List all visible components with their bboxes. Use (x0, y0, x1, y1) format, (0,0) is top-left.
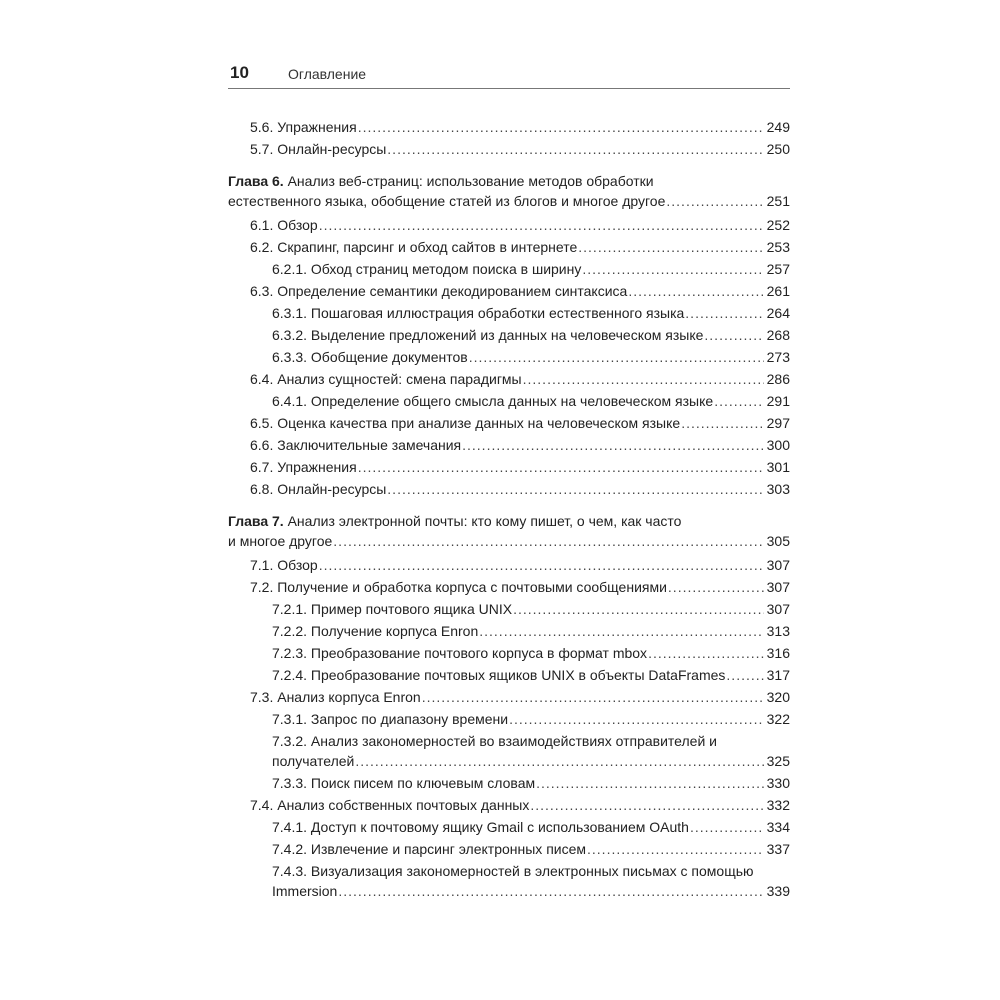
toc-entry-line (272, 643, 790, 663)
toc-entry-line (250, 479, 790, 499)
toc-entry-line (272, 325, 790, 345)
toc-entry-line (272, 259, 790, 279)
dot-leader (358, 117, 764, 137)
toc-section-entry[interactable] (228, 456, 790, 478)
toc-section-entry[interactable] (228, 554, 790, 576)
toc-page-number: 307 (766, 579, 790, 595)
toc-page-number: 291 (766, 393, 790, 409)
toc-entry-title: 7.4.1. Доступ к почтовому ящику Gmail с использованием OAuth (272, 819, 689, 835)
toc-entry-line (272, 665, 790, 685)
toc-entry-line (250, 577, 790, 597)
toc-page-number: 317 (766, 667, 790, 683)
toc-page-number: 297 (766, 415, 790, 431)
dot-leader (714, 391, 763, 411)
toc-page-number: 257 (766, 261, 790, 277)
dot-leader (704, 325, 763, 345)
dot-leader (726, 665, 763, 685)
toc-entry-line (250, 555, 790, 575)
toc-page-number: 250 (766, 141, 790, 157)
toc-page-number: 273 (766, 349, 790, 365)
toc-entry-line (272, 347, 790, 367)
toc-entry-line (272, 773, 790, 793)
toc-entry-line (250, 435, 790, 455)
toc-page-number: 268 (766, 327, 790, 343)
toc-section-entry[interactable] (228, 434, 790, 456)
dot-leader (319, 215, 764, 235)
toc-entry-title: 6.5. Оценка качества при анализе данных на человеческом языке (250, 415, 681, 431)
toc-page-number: 252 (766, 217, 790, 233)
toc-entry-title: Immersion (272, 883, 338, 899)
toc-page-number: 332 (766, 797, 790, 813)
toc-entry-title: 6.3.2. Выделение предложений из данных на человеческом языке (272, 327, 704, 343)
toc-entry-title: 7.1. Обзор (250, 557, 318, 573)
dot-leader (422, 687, 764, 707)
toc-page-number: 334 (766, 819, 790, 835)
dot-leader (355, 751, 763, 771)
toc-section-entry[interactable] (228, 214, 790, 236)
toc-subsection-entry[interactable] (228, 664, 790, 686)
dot-leader (523, 369, 764, 389)
toc-entry-line (250, 457, 790, 477)
dot-leader (685, 303, 763, 323)
toc-entry-title: 7.2.1. Пример почтового ящика UNIX (272, 601, 513, 617)
dot-leader (319, 555, 764, 575)
toc-subsection-entry[interactable] (228, 642, 790, 664)
toc-subsection-entry[interactable] (228, 816, 790, 838)
dot-leader (358, 457, 764, 477)
toc-page-number: 316 (766, 645, 790, 661)
toc-subsection-entry[interactable] (228, 302, 790, 324)
toc-entry-line (250, 237, 790, 257)
dot-leader (628, 281, 763, 301)
toc-entry-title: 6.3.1. Пошаговая иллюстрация обработки естественного языка (272, 305, 685, 321)
toc-section-entry[interactable] (228, 138, 790, 160)
toc-entry-line (250, 139, 790, 159)
toc-subsection-entry[interactable] (228, 708, 790, 730)
toc-entry-line (250, 281, 790, 301)
toc-entry-line (272, 391, 790, 411)
toc-entry-title: 7.3.2. Анализ закономерностей во взаимодействиях отправителей и (272, 733, 717, 749)
toc-entry-line (272, 751, 790, 771)
toc-subsection-entry[interactable] (228, 860, 790, 902)
toc-page-number: 325 (766, 753, 790, 769)
dot-leader (387, 139, 763, 159)
chapter-label: Глава 7. (228, 513, 284, 529)
toc-page-number: 264 (766, 305, 790, 321)
chapter-label: Глава 6. (228, 173, 284, 189)
toc-entry-title: 6.7. Упражнения (250, 459, 357, 475)
dot-leader (338, 881, 763, 901)
toc-section-entry[interactable] (228, 116, 790, 138)
toc-entry-line (228, 191, 790, 211)
toc-subsection-entry[interactable] (228, 838, 790, 860)
dot-leader (462, 435, 764, 455)
toc-entry-line (272, 621, 790, 641)
toc-entry-line (272, 709, 790, 729)
dot-leader (333, 531, 763, 551)
toc-section-entry[interactable] (228, 478, 790, 500)
dot-leader (690, 817, 764, 837)
toc-section-entry[interactable] (228, 236, 790, 258)
toc-chapter-entry[interactable] (228, 170, 790, 212)
toc-page-number: 307 (766, 601, 790, 617)
toc-entry-line (272, 303, 790, 323)
toc-entry-title: 7.3. Анализ корпуса Enron (250, 689, 421, 705)
dot-leader (578, 237, 763, 257)
dot-leader (587, 839, 764, 859)
toc-chapter-entry[interactable] (228, 510, 790, 552)
toc-section-entry[interactable] (228, 368, 790, 390)
toc-section-entry[interactable] (228, 576, 790, 598)
dot-leader (479, 621, 763, 641)
dot-leader (681, 413, 763, 433)
toc-entry-title: 6.4.1. Определение общего смысла данных на человеческом языке (272, 393, 714, 409)
toc-section-entry[interactable] (228, 794, 790, 816)
toc-entry-title: 7.2.3. Преобразование почтового корпуса в формат mbox (272, 645, 648, 661)
toc-page-number: 322 (766, 711, 790, 727)
toc-page-number: 251 (766, 193, 790, 209)
toc-entry-title: 6.8. Онлайн-ресурсы (250, 481, 387, 497)
toc-entry-line (228, 171, 790, 191)
toc-section-entry[interactable] (228, 412, 790, 434)
toc-entry-title: 7.2.2. Получение корпуса Enron (272, 623, 479, 639)
dot-leader (648, 643, 764, 663)
toc-page-number: 253 (766, 239, 790, 255)
toc-page-number: 303 (766, 481, 790, 497)
toc-entry-title: 6.3. Определение семантики декодированием синтаксиса (250, 283, 628, 299)
toc-page-number: 337 (766, 841, 790, 857)
toc-page-number: 300 (766, 437, 790, 453)
toc-subsection-entry[interactable] (228, 390, 790, 412)
toc-entry-title: 7.2. Получение и обработка корпуса с почтовыми сообщениями (250, 579, 667, 595)
toc-entry-title: 6.2. Скрапинг, парсинг и обход сайтов в интернете (250, 239, 578, 255)
toc-entry-title: получателей (272, 753, 355, 769)
toc-page-number: 261 (766, 283, 790, 299)
toc-entry-title: 6.4. Анализ сущностей: смена парадигмы (250, 371, 522, 387)
toc-entry-title: 7.4.3. Визуализация закономерностей в электронных письмах с помощью (272, 863, 754, 879)
toc-subsection-entry[interactable] (228, 598, 790, 620)
running-header (228, 62, 790, 89)
toc-subsection-entry[interactable] (228, 620, 790, 642)
toc-entry-line (250, 117, 790, 137)
toc-entry-title: естественного языка, обобщение статей из блогов и многое другое (228, 193, 666, 209)
toc-page-number: 307 (766, 557, 790, 573)
toc-subsection-entry[interactable] (228, 772, 790, 794)
toc-entry-title: и многое другое (228, 533, 333, 549)
toc-entry-line (272, 861, 790, 881)
table-of-contents (228, 116, 790, 902)
toc-entry-title: 6.6. Заключительные замечания (250, 437, 462, 453)
dot-leader (666, 191, 763, 211)
dot-leader (387, 479, 763, 499)
toc-subsection-entry[interactable] (228, 258, 790, 280)
dot-leader (530, 795, 763, 815)
toc-page-number: 313 (766, 623, 790, 639)
toc-entry-title: Анализ веб-страниц: использование методов обработки (287, 173, 654, 189)
toc-entry-line (272, 817, 790, 837)
toc-page-number: 330 (766, 775, 790, 791)
toc-entry-line (228, 511, 790, 531)
toc-page-number: 301 (766, 459, 790, 475)
toc-entry-line (272, 599, 790, 619)
toc-subsection-entry[interactable] (228, 346, 790, 368)
toc-entry-title: 7.2.4. Преобразование почтовых ящиков UNIX в объекты DataFrames (272, 667, 726, 683)
toc-subsection-entry[interactable] (228, 324, 790, 346)
toc-subsection-entry[interactable] (228, 730, 790, 772)
toc-page-number: 249 (766, 119, 790, 135)
page-number: 10 (230, 63, 249, 82)
toc-entry-title: 7.3.3. Поиск писем по ключевым словам (272, 775, 536, 791)
toc-entry-title: 5.6. Упражнения (250, 119, 357, 135)
dot-leader (469, 347, 764, 367)
running-title: Оглавление (288, 66, 367, 82)
toc-entry-title: 5.7. Онлайн-ресурсы (250, 141, 387, 157)
toc-entry-line (250, 795, 790, 815)
dot-leader (513, 599, 764, 619)
toc-entry-title: 6.3.3. Обобщение документов (272, 349, 468, 365)
toc-entry-title: 7.3.1. Запрос по диапазону времени (272, 711, 509, 727)
toc-entry-title: 7.4.2. Извлечение и парсинг электронных писем (272, 841, 587, 857)
toc-section-entry[interactable] (228, 280, 790, 302)
toc-section-entry[interactable] (228, 686, 790, 708)
toc-entry-title: Анализ электронной почты: кто кому пишет, о чем, как часто (287, 513, 682, 529)
dot-leader (582, 259, 763, 279)
toc-entry-line (250, 413, 790, 433)
toc-entry-line (272, 881, 790, 901)
toc-entry-line (228, 531, 790, 551)
dot-leader (668, 577, 764, 597)
toc-page-number: 339 (766, 883, 790, 899)
toc-page-number: 305 (766, 533, 790, 549)
toc-entry-line (250, 215, 790, 235)
toc-entry-title: 7.4. Анализ собственных почтовых данных (250, 797, 530, 813)
toc-page-number: 286 (766, 371, 790, 387)
toc-entry-line (272, 839, 790, 859)
dot-leader (509, 709, 764, 729)
toc-entry-line (250, 687, 790, 707)
toc-entry-line (272, 731, 790, 751)
toc-page-number: 320 (766, 689, 790, 705)
dot-leader (536, 773, 764, 793)
toc-entry-title: 6.2.1. Обход страниц методом поиска в ширину (272, 261, 582, 277)
toc-entry-title: 6.1. Обзор (250, 217, 318, 233)
toc-entry-line (250, 369, 790, 389)
